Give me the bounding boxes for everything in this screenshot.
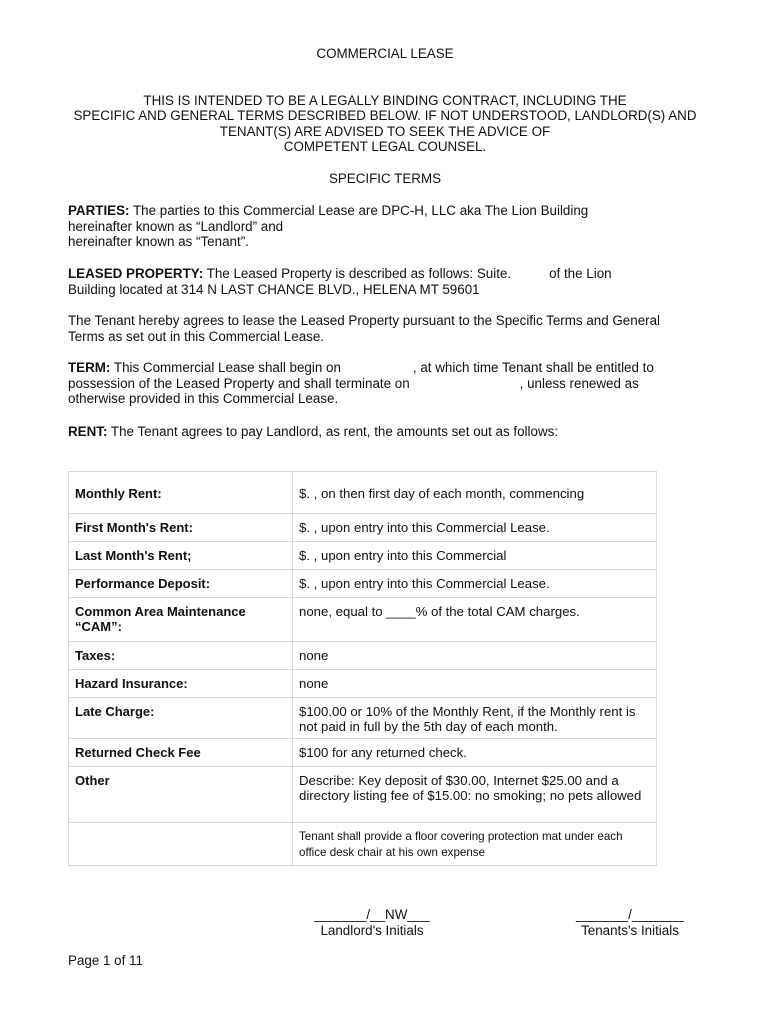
term-value-cell: Tenant shall provide a floor covering protection mat under each office desk chair at his own expense (293, 823, 657, 866)
agreement-text: The Tenant hereby agrees to lease the Leased Property pursuant to the Specific Terms and General (68, 313, 661, 328)
term-value-cell: none, equal to ____% of the total CAM charges. (293, 598, 657, 642)
term-label-cell: Hazard Insurance: (69, 670, 293, 698)
term-label-cell: Late Charge: (69, 698, 293, 739)
leased-property-label: LEASED PROPERTY: (68, 266, 204, 281)
term-label-cell: Last Month's Rent; (69, 542, 293, 570)
term-label-cell: Returned Check Fee (69, 739, 293, 767)
tenant-initials-caption: Tenants's Initials (581, 923, 679, 938)
term-label-cell: Taxes: (69, 642, 293, 670)
table-row (69, 598, 657, 642)
term-text: , at which time Tenant shall be entitled to (412, 360, 654, 375)
landlord-initials-block (292, 907, 452, 939)
rent-paragraph (68, 424, 698, 440)
notice-line: SPECIFIC AND GENERAL TERMS DESCRIBED BELOW. IF NOT UNDERSTOOD, LANDLORD(S) AND (73, 108, 697, 123)
term-label-cell: Monthly Rent: (69, 472, 293, 514)
term-paragraph (68, 360, 698, 407)
term-label-cell: Performance Deposit: (69, 570, 293, 598)
tenant-initials-block (550, 907, 710, 939)
term-value-cell: none (293, 642, 657, 670)
parties-label: PARTIES: (68, 203, 130, 218)
section-heading: SPECIFIC TERMS (328, 171, 442, 186)
table-row (69, 472, 657, 514)
terms-table (68, 471, 657, 866)
landlord-initials-line: _______/__NW___ (314, 907, 430, 922)
term-value-cell: $100 for any returned check. (293, 739, 657, 767)
notice-line: TENANT(S) ARE ADVISED TO SEEK THE ADVICE OF (219, 124, 551, 139)
agreement-paragraph (68, 313, 698, 344)
term-label-cell: Common Area Maintenance “CAM”: (69, 598, 293, 642)
term-text: This Commercial Lease shall begin on (113, 360, 341, 375)
tenant-initials-line: _______/_______ (576, 907, 684, 922)
term-value-cell: Describe: Key deposit of $30.00, Internet $25.00 and a directory listing fee of $15.00: no smoking; no pets allowed (293, 767, 657, 823)
term-text: otherwise provided in this Commercial Lease. (68, 391, 339, 406)
table-row (69, 642, 657, 670)
term-label-cell: First Month's Rent: (69, 514, 293, 542)
rent-label: RENT: (68, 424, 108, 439)
term-value-cell: $. , on then first day of each month, commencing (293, 472, 657, 514)
term-value-cell: none (293, 670, 657, 698)
table-row (69, 670, 657, 698)
term-value-cell: $100.00 or 10% of the Monthly Rent, if the Monthly rent is not paid in full by the 5th day of each month. (293, 698, 657, 739)
notice-line: COMPETENT LEGAL COUNSEL. (283, 139, 487, 154)
term-value-cell: $. , upon entry into this Commercial Lease. (293, 570, 657, 598)
parties-text: hereinafter known as “Landlord” and (68, 218, 284, 234)
term-label-cell (69, 823, 293, 866)
rent-text: The Tenant agrees to pay Landlord, as rent, the amounts set out as follows: (110, 424, 559, 439)
leased-property-text: The Leased Property is described as follows: Suite. (206, 266, 512, 281)
term-text: possession of the Leased Property and shall terminate on (68, 375, 410, 391)
term-value-cell: $. , upon entry into this Commercial (293, 542, 657, 570)
term-text: , unless renewed as (519, 375, 639, 391)
term-value-cell: $. , upon entry into this Commercial Lease. (293, 514, 657, 542)
table-row (69, 542, 657, 570)
landlord-initials-caption: Landlord's Initials (320, 923, 424, 938)
table-row (69, 739, 657, 767)
table-row (69, 570, 657, 598)
leased-property-address: Building located at 314 N LAST CHANCE BLVD., HELENA MT 59601 (68, 281, 480, 297)
table-row (69, 823, 657, 866)
table-row (69, 698, 657, 739)
leased-property-paragraph (68, 266, 698, 297)
leased-property-text: of the Lion (549, 266, 612, 281)
table-row (69, 767, 657, 823)
page-number: Page 1 of 11 (68, 953, 143, 968)
table-row (69, 514, 657, 542)
term-label-cell: Other (69, 767, 293, 823)
document-title: COMMERCIAL LEASE (316, 46, 454, 61)
notice-line: THIS IS INTENDED TO BE A LEGALLY BINDING CONTRACT, INCLUDING THE (143, 93, 627, 108)
term-label: TERM: (68, 360, 111, 375)
parties-text: hereinafter known as “Tenant”. (68, 234, 249, 249)
parties-text: The parties to this Commercial Lease are DPC-H, LLC aka The Lion Building (132, 203, 589, 218)
parties-paragraph (68, 203, 698, 250)
agreement-text: Terms as set out in this Commercial Lease. (68, 328, 325, 344)
